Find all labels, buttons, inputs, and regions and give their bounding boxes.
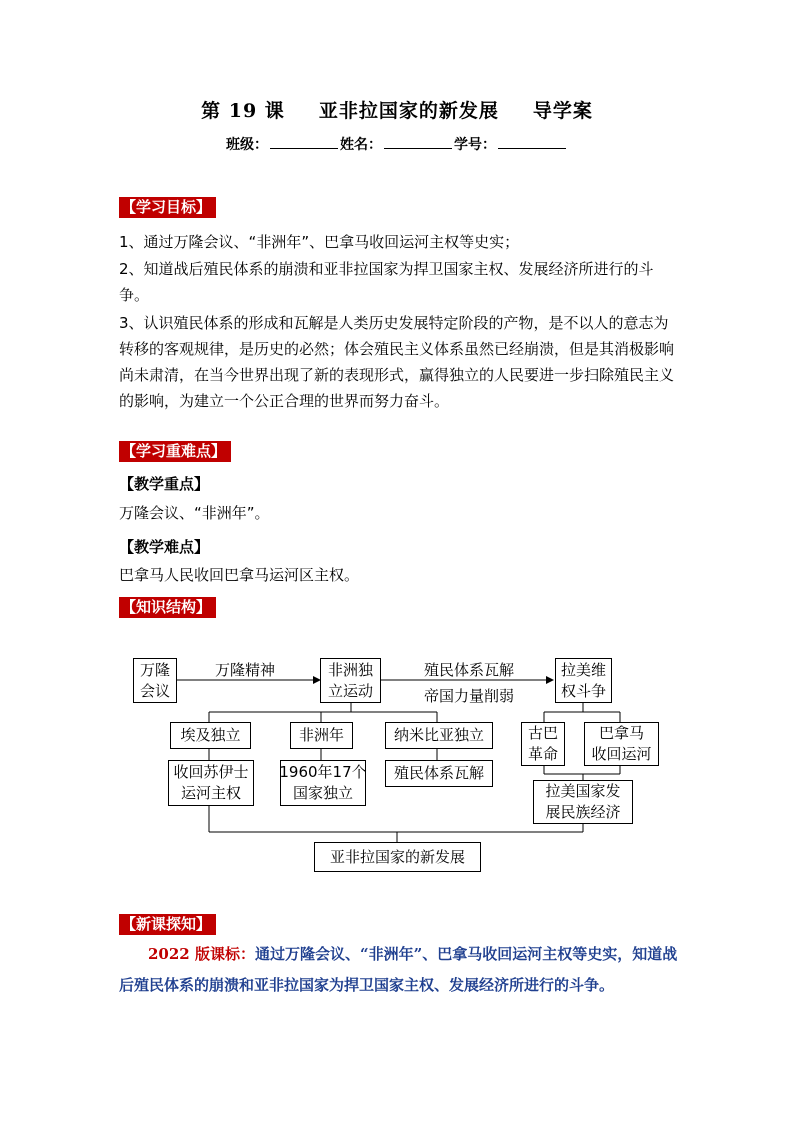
node-1960: 1960年17个 国家独立	[280, 760, 366, 806]
goal-3: 3、认识殖民体系的形成和瓦解是人类历史发展特定阶段的产物，是不以人的意志为转移的客观规律，是历史的必然；体会殖民主义体系虽然已经崩溃，但是其消极影响尚未肃清，在当今世界出现了新的表现形式，赢得独立的人民要进一步扫除殖民主义的影响，为建立一个公正合理的世界而努力奋斗。	[119, 314, 675, 410]
node-africa-year: 非洲年	[290, 722, 353, 749]
structure-tag: 【知识结构】	[119, 597, 216, 618]
name-label: 姓名：	[340, 137, 382, 153]
newlesson-tag: 【新课探知】	[119, 914, 216, 935]
focus-text: 万隆会议、“非洲年”。	[119, 504, 270, 522]
node-colonial-collapse: 殖民体系瓦解	[385, 760, 493, 787]
node-panama-canal: 巴拿马 收回运河	[584, 722, 659, 766]
arrow-label-decline-2: 帝国力量削弱	[424, 687, 515, 705]
node-new-development: 亚非拉国家的新发展	[314, 842, 481, 872]
hard-text: 巴拿马人民收回巴拿马运河区主权。	[119, 566, 360, 584]
goal-1: 1、通过万隆会议、“非洲年”、巴拿马收回运河主权等史实；	[119, 233, 520, 251]
goal-2: 2、知道战后殖民体系的崩溃和亚非拉国家为捍卫国家主权、发展经济所进行的斗争。	[119, 260, 654, 304]
node-namibia-independence: 纳米比亚独立	[385, 722, 493, 749]
standard-label: 2022 版课标：	[148, 945, 255, 963]
node-wanlong-conference: 万隆 会议	[133, 658, 177, 703]
node-suez-canal: 收回苏伊士 运河主权	[168, 760, 254, 806]
lesson-topic: 亚非拉国家的新发展	[318, 100, 499, 122]
arrow-label-spirit: 万隆精神	[215, 661, 276, 679]
lesson-kind: 导学案	[532, 100, 593, 122]
arrow-label-decline-1: 殖民体系瓦解	[424, 661, 515, 679]
node-cuba-revolution: 古巴 革命	[521, 722, 565, 766]
class-label: 班级：	[226, 137, 268, 153]
number-label: 学号：	[454, 137, 496, 153]
hard-title: 【教学难点】	[119, 538, 210, 556]
standard-text: 通过万隆会议、“非洲年”、巴拿马收回运河主权等史实，知道战后殖民体系的崩溃和亚非拉国家为捍卫国家主权、发展经济所进行的斗争。	[119, 945, 678, 994]
focus-title: 【教学重点】	[119, 475, 210, 493]
node-africa-movement: 非洲独 立运动	[320, 658, 381, 703]
node-egypt-independence: 埃及独立	[170, 722, 251, 749]
difficulty-tag: 【学习重难点】	[119, 441, 231, 462]
goals-tag: 【学习目标】	[119, 197, 216, 218]
node-latin-economy: 拉美国家发 展民族经济	[533, 780, 633, 824]
curriculum-standard	[119, 939, 679, 1001]
lesson-number: 第 19 课	[201, 100, 285, 122]
node-latin-struggle: 拉美维 权斗争	[555, 658, 612, 703]
